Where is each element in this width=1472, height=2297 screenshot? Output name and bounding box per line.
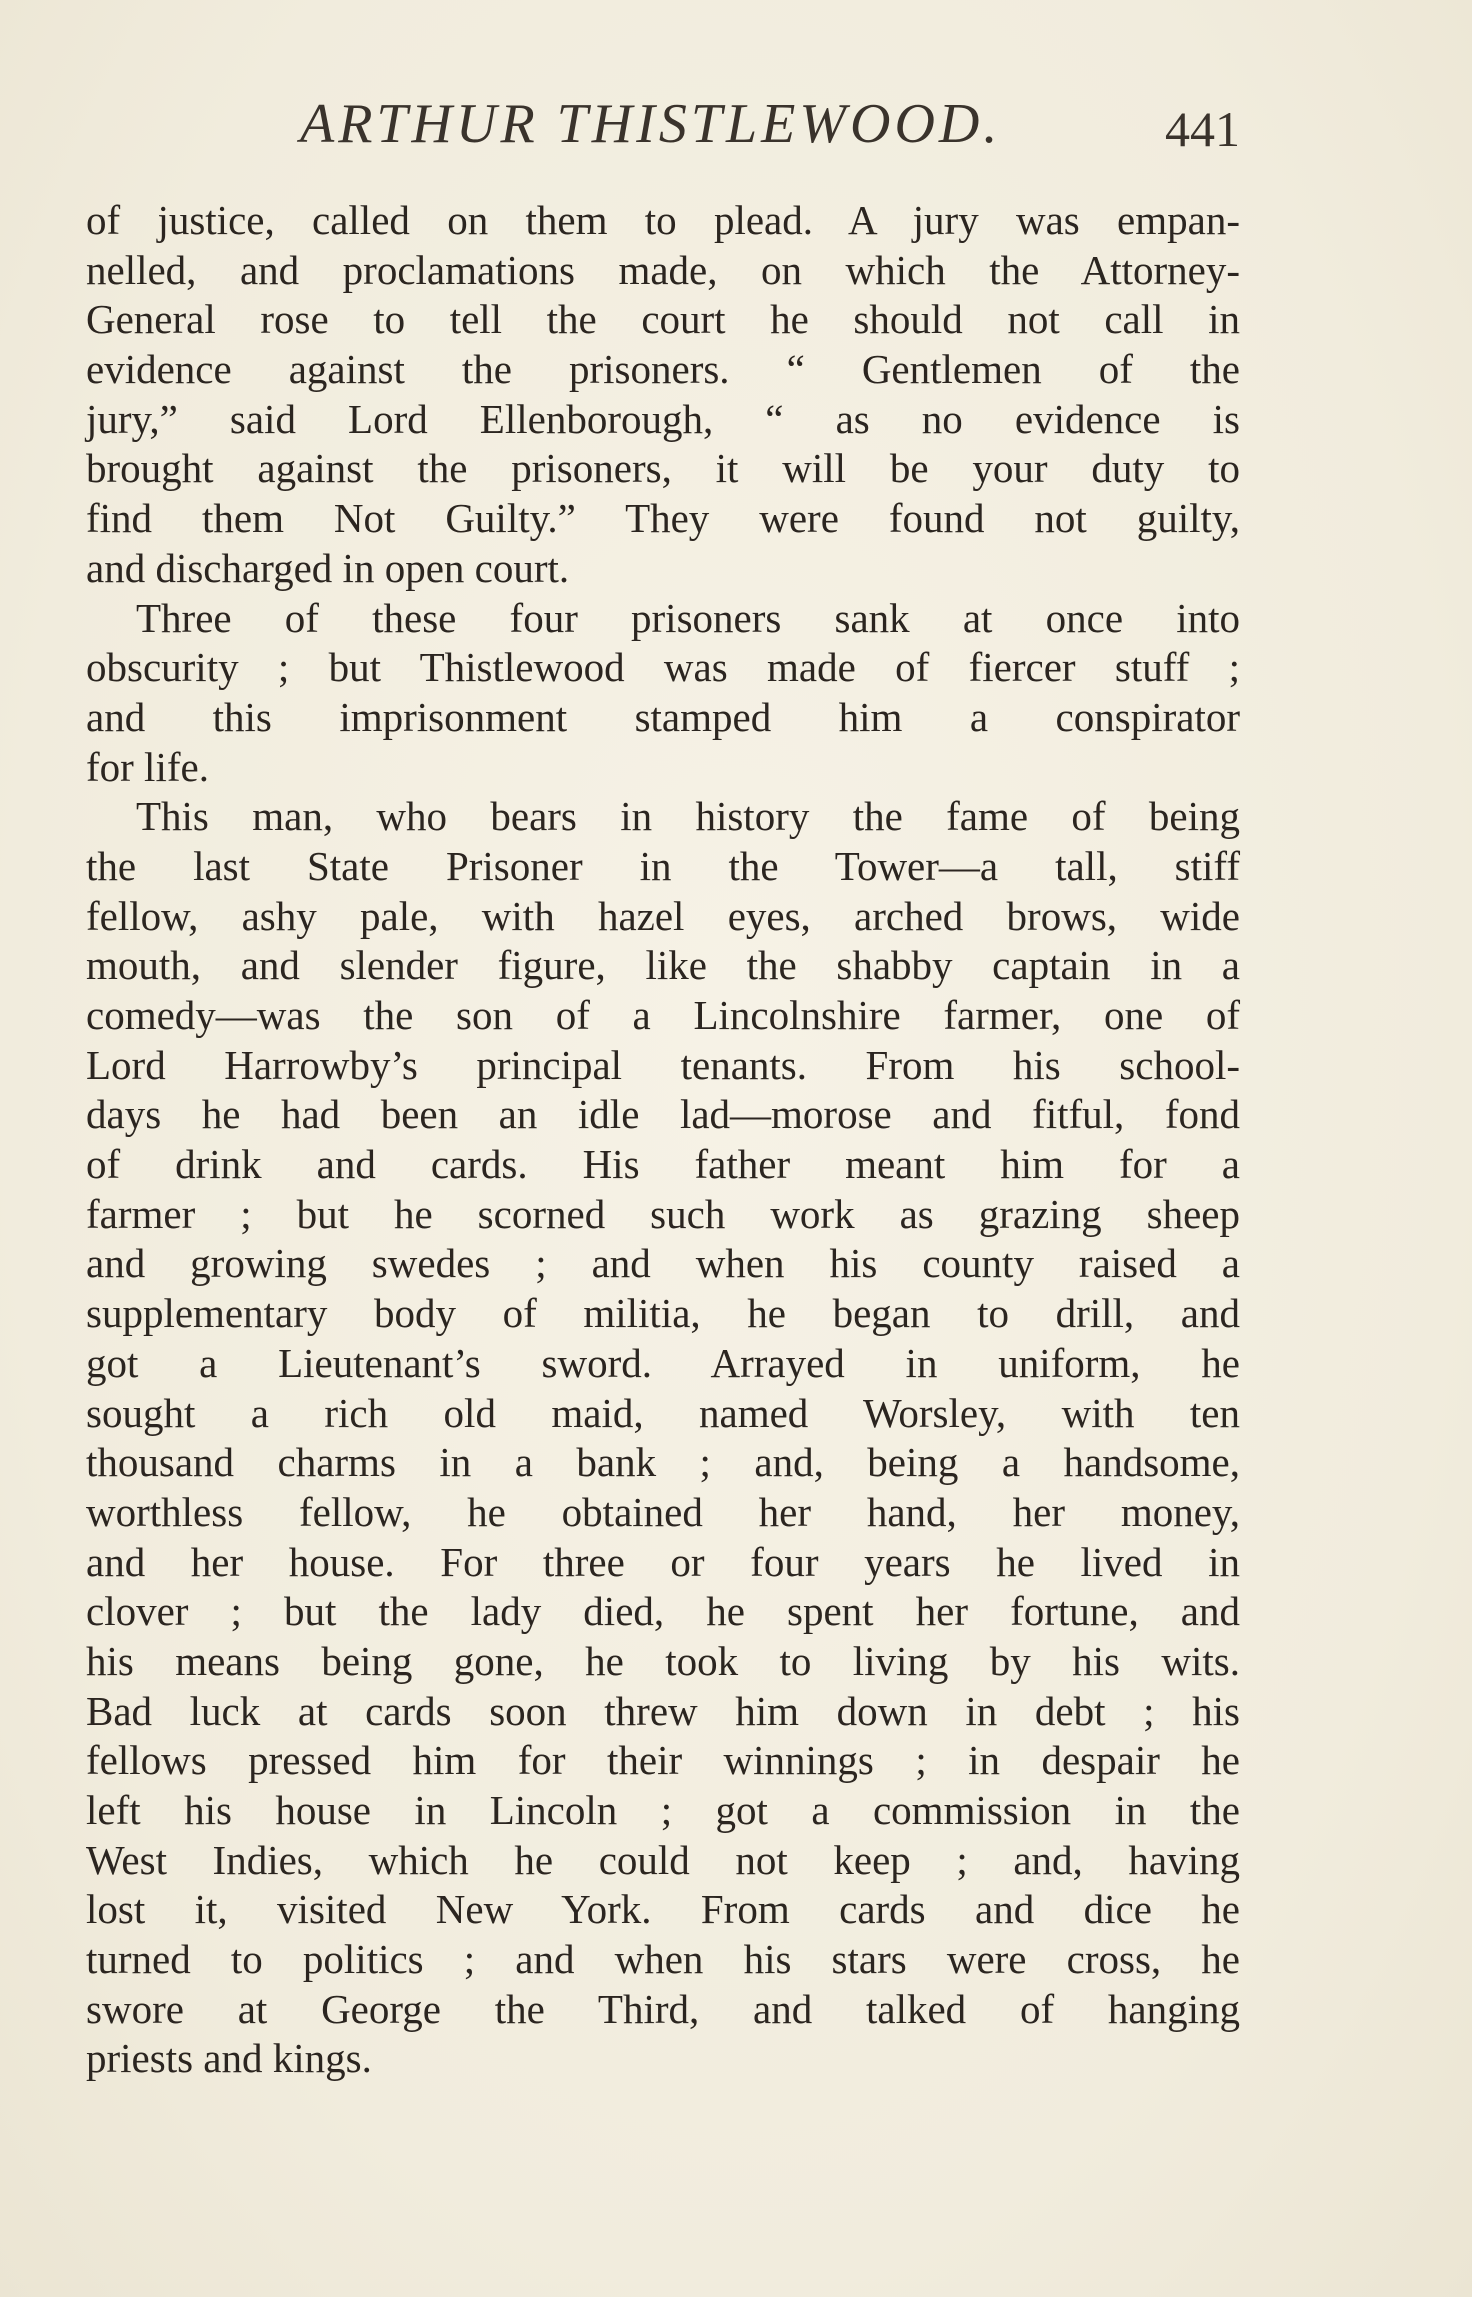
text-line: turned to politics ; and when his stars were cross, he: [86, 1936, 1240, 1983]
body-text: [86, 196, 1240, 2084]
text-line: his means being gone, he took to living by his wits.: [86, 1637, 1240, 1684]
text-line: General rose to tell the court he should not call in: [86, 296, 1240, 343]
text-line: Lord Harrowby’s principal tenants. From his school-: [86, 1041, 1240, 1088]
text-line: clover ; but the lady died, he spent her fortune, and: [86, 1588, 1240, 1635]
running-head: [0, 92, 1472, 162]
text-line: farmer ; but he scorned such work as grazing sheep: [86, 1190, 1240, 1237]
text-line: brought against the prisoners, it will be your duty to: [86, 445, 1240, 492]
text-line: worthless fellow, he obtained her hand, her money,: [86, 1488, 1240, 1535]
text-line: jury,” said Lord Ellenborough, “ as no evidence is: [86, 395, 1240, 442]
text-line: obscurity ; but Thistlewood was made of fiercer stuff ;: [86, 644, 1240, 691]
paragraph-start-line: Three of these four prisoners sank at once into: [136, 594, 1240, 641]
text-line: supplementary body of militia, he began to drill, and: [86, 1290, 1240, 1337]
text-line: the last State Prisoner in the Tower—a tall, stiff: [86, 842, 1240, 889]
paragraph-end-line: and discharged in open court.: [86, 544, 570, 591]
text-line: days he had been an idle lad—morose and fitful, fond: [86, 1091, 1240, 1138]
text-line: find them Not Guilty.” They were found not guilty,: [86, 495, 1240, 542]
text-line: West Indies, which he could not keep ; and, having: [86, 1836, 1240, 1883]
text-line: and her house. For three or four years he lived in: [86, 1538, 1240, 1585]
text-line: got a Lieutenant’s sword. Arrayed in uniform, he: [86, 1339, 1240, 1386]
running-title: ARTHUR THISTLEWOOD.: [300, 93, 1002, 155]
text-line: and growing swedes ; and when his county raised a: [86, 1240, 1240, 1287]
text-line: thousand charms in a bank ; and, being a handsome,: [86, 1439, 1240, 1486]
text-line: of drink and cards. His father meant him for a: [86, 1141, 1240, 1188]
text-line: Bad luck at cards soon threw him down in debt ; his: [86, 1687, 1240, 1734]
text-line: swore at George the Third, and talked of hanging: [86, 1985, 1240, 2032]
text-line: comedy—was the son of a Lincolnshire farmer, one of: [86, 992, 1240, 1038]
text-line: sought a rich old maid, named Worsley, with ten: [86, 1389, 1240, 1436]
paragraph-start-line: This man, who bears in history the fame of being: [136, 793, 1240, 840]
text-line: of justice, called on them to plead. A jury was empan-: [86, 197, 1240, 243]
paragraph-end-line: for life.: [86, 743, 209, 790]
page-number: 441: [1165, 101, 1240, 157]
text-line: left his house in Lincoln ; got a commission in the: [86, 1787, 1240, 1833]
text-line: lost it, visited New York. From cards and dice he: [86, 1886, 1240, 1933]
text-line: nelled, and proclamations made, on which the Attorney-: [86, 246, 1240, 293]
text-line: fellows pressed him for their winnings ; in despair he: [86, 1737, 1240, 1784]
text-line: fellow, ashy pale, with hazel eyes, arched brows, wide: [86, 892, 1240, 939]
text-line: and this imprisonment stamped him a conspirator: [86, 693, 1240, 740]
text-line: evidence against the prisoners. “ Gentlemen of the: [86, 346, 1240, 393]
paragraph-end-line: priests and kings.: [86, 2035, 372, 2082]
text-line: mouth, and slender figure, like the shabby captain in a: [86, 942, 1240, 989]
